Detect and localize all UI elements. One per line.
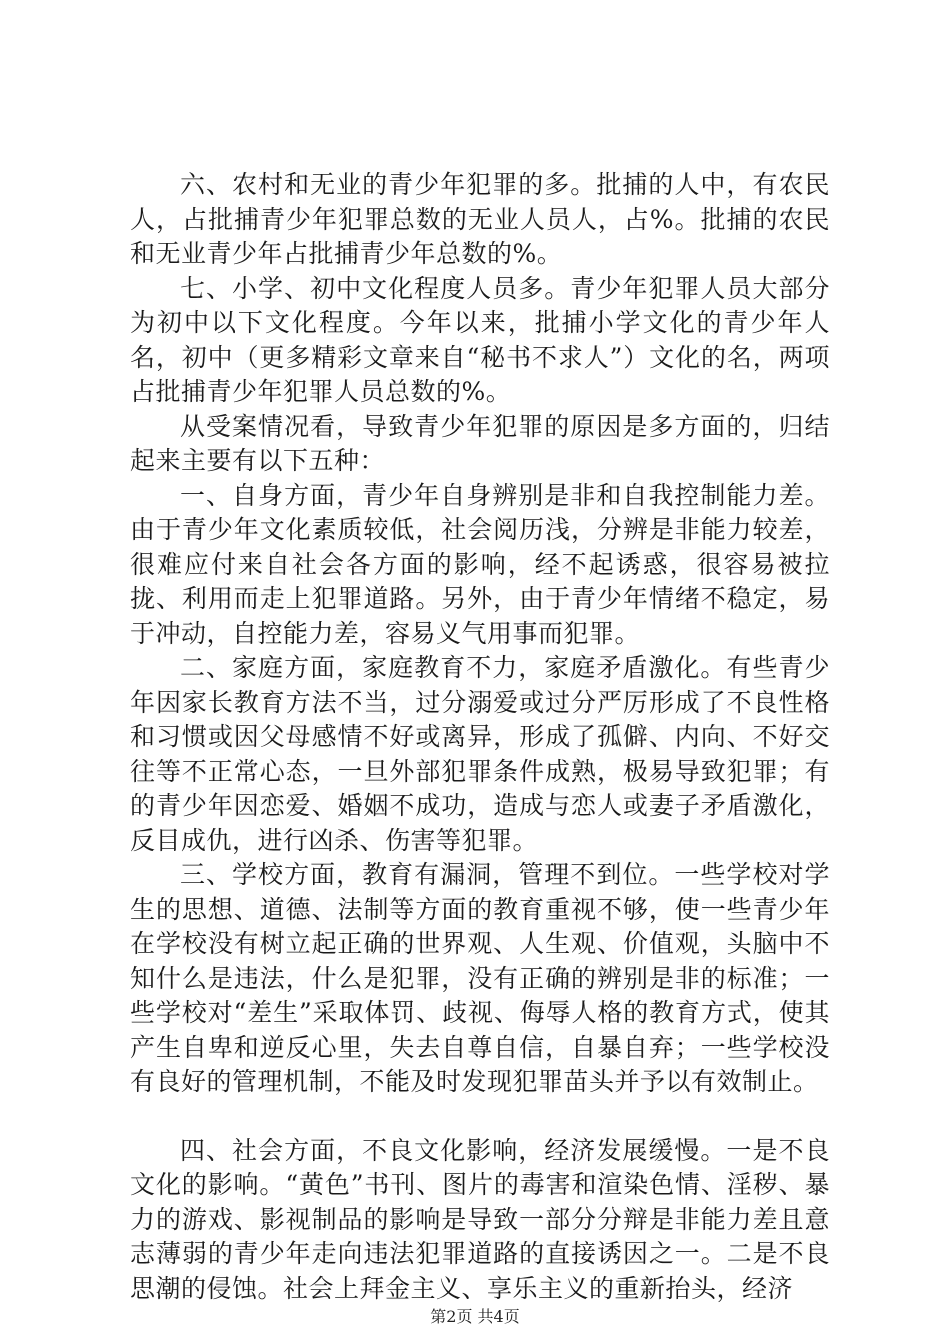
page-number-footer: 第2页 共4页 <box>430 1307 520 1326</box>
paragraph-education-level: 七、小学、初中文化程度人员多。青少年犯罪人员大部分为初中以下文化程度。今年以来，批捕小学文化的青少年人名，初中（更多精彩文章来自“秘书不求人”）文化的名，两项占批捕青少年犯罪人员总数的%。 <box>130 273 830 406</box>
paragraph-self-factors: 一、自身方面，青少年自身辨别是非和自我控制能力差。由于青少年文化素质较低，社会阅历浅，分辨是非能力较差，很难应付来自社会各方面的影响，经不起诱惑，很容易被拉拢、利用而走上犯罪道路。另外，由于青少年情绪不稳定，易于冲动，自控能力差，容易义气用事而犯罪。 <box>130 480 830 648</box>
document-body <box>130 168 830 1306</box>
paragraph-school-factors: 三、学校方面，教育有漏洞，管理不到位。一些学校对学生的思想、道德、法制等方面的教育重视不够，使一些青少年在学校没有树立起正确的世界观、人生观、价值观，头脑中不知什么是违法，什么是犯罪，没有正确的辨别是非的标准；一些学校对“差生”采取体罚、歧视、侮辱人格的教育方式，使其产生自卑和逆反心里，失去自尊自信，自暴自弃；一些学校没有良好的管理机制，不能及时发现犯罪苗头并予以有效制止。 <box>130 860 830 1096</box>
paragraph-family-factors: 二、家庭方面，家庭教育不力，家庭矛盾激化。有些青少年因家长教育方法不当，过分溺爱或过分严厉形成了不良性格和习惯或因父母感情不好或离异，形成了孤僻、内向、不好交往等不正常心态，一旦外部犯罪条件成熟，极易导致犯罪；有的青少年因恋爱、婚姻不成功，造成与恋人或妻子矛盾激化，反目成仇，进行凶杀、伤害等犯罪。 <box>130 653 830 855</box>
paragraph-causes-intro: 从受案情况看，导致青少年犯罪的原因是多方面的，归结起来主要有以下五种： <box>130 411 830 475</box>
paragraph-rural-unemployed: 六、农村和无业的青少年犯罪的多。批捕的人中，有农民人，占批捕青少年犯罪总数的无业人员人，占%。批捕的农民和无业青少年占批捕青少年总数的%。 <box>130 170 830 268</box>
paragraph-society-factors: 四、社会方面，不良文化影响，经济发展缓慢。一是不良文化的影响。“黄色”书刊、图片的毒害和渲染色情、淫秽、暴力的游戏、影视制品的影响是导致一部分分辩是非能力差且意志薄弱的青少年走向违法犯罪道路的直接诱因之一。二是不良思潮的侵蚀。社会上拜金主义、享乐主义的重新抬头，经济 <box>130 1135 830 1303</box>
